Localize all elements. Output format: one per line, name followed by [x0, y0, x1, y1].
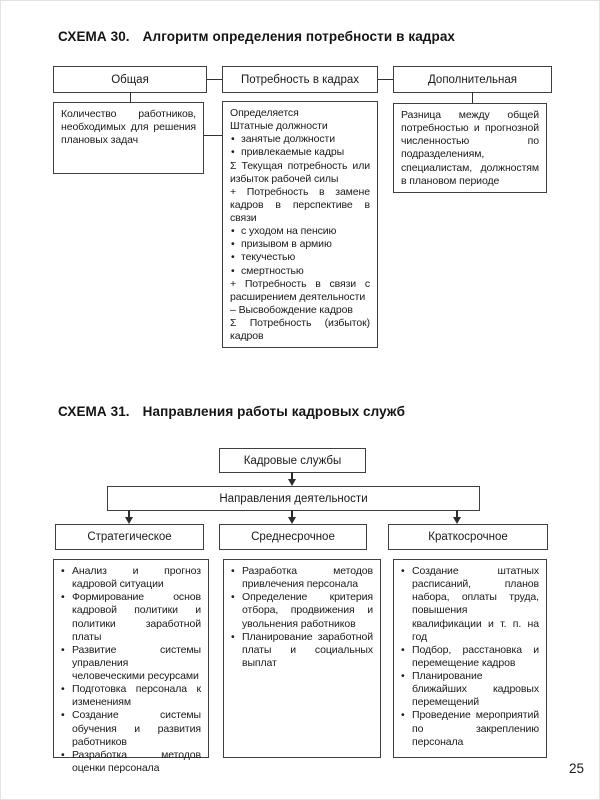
bullet-icon: •: [231, 251, 235, 264]
list-item: • Планирование заработной платы и социальных выплат: [231, 630, 373, 669]
list-item: • Формирование основ кадровой политики и политики заработной платы: [61, 591, 201, 643]
connector-need-additional: [378, 79, 393, 80]
bullet-icon: •: [61, 683, 65, 696]
bullet-icon: •: [231, 133, 235, 146]
schema30-box-total-label: Общая: [111, 73, 149, 86]
bullet-icon: •: [61, 748, 65, 761]
bullet-icon: •: [61, 709, 65, 722]
connector-additional-down: [472, 92, 473, 103]
schema31-col-strategic-header: Стратегическое: [55, 524, 204, 550]
connector-total-down: [130, 92, 131, 102]
bullet-icon: •: [231, 591, 235, 604]
schema30-box-total: [53, 66, 207, 93]
schema30-box-additional-label: Дополнительная: [428, 73, 517, 86]
detail-line: Σ Текущая потребность или избыток рабочей силы: [230, 159, 370, 185]
list-item: • Определение критерия отбора, продвижения и увольнения работников: [231, 591, 373, 630]
list-item: • Планирование ближайших кадровых перемещений: [401, 670, 539, 709]
schema31-col-shortterm-header: Краткосрочное: [388, 524, 548, 550]
list-item: • Разработка методов оценки персонала: [61, 748, 201, 774]
sigma-icon: Σ: [230, 159, 237, 172]
schema31-directions-box: [107, 486, 480, 511]
detail-line: • смертностью: [231, 264, 304, 277]
schema30-right-detail-text: Разница между общей потребностью и прогнозной численностью по подразделениям, специалистам, должностям в плановом периоде: [401, 109, 539, 187]
bullet-icon: •: [61, 591, 65, 604]
schema30-title-text: Алгоритм определения потребности в кадрах: [142, 29, 456, 44]
bullet-icon: •: [231, 146, 235, 159]
list-item: • Проведение мероприятий по закреплению персонала: [401, 709, 539, 748]
bullet-icon: •: [231, 238, 235, 251]
sigma-icon: Σ: [230, 317, 237, 329]
schema30-box-need-label: Потребность в кадрах: [240, 73, 360, 86]
schema31-directions-label: Направления деятельности: [219, 492, 368, 505]
bullet-icon: •: [61, 643, 65, 656]
detail-line: Определяется: [230, 107, 299, 119]
schema31-root-label: Кадровые службы: [243, 454, 342, 467]
schema31-col-shortterm-box: [393, 559, 547, 758]
page-number: 25: [569, 761, 585, 776]
list-item: • Разработка методов привлечения персонала: [231, 565, 373, 591]
detail-line: • призывом в армию: [231, 238, 332, 251]
detail-line: – Высвобождение кадров: [230, 303, 353, 316]
list-item: • Анализ и прогноз кадровой ситуации: [61, 565, 201, 591]
connector-left-center: [204, 135, 222, 136]
plus-icon: +: [230, 185, 237, 198]
schema31-col-strategic-box: [53, 559, 209, 774]
arrow-down-icon: [124, 510, 134, 524]
bullet-icon: •: [401, 565, 405, 577]
detail-line: Σ Потребность (избыток) кадров: [230, 317, 370, 343]
bullet-icon: •: [61, 565, 65, 577]
schema30-title: [58, 29, 455, 44]
list-item: • Развитие системы управления человеческими ресурсами: [61, 643, 201, 682]
detail-line: • занятые должности: [231, 133, 335, 146]
bullet-icon: •: [401, 643, 405, 656]
bullet-icon: •: [231, 630, 235, 643]
bullet-icon: •: [401, 709, 405, 722]
arrow-down-icon: [452, 510, 462, 524]
schema30-left-detail-text: Количество работников, необходимых для решения плановых задач: [61, 108, 196, 147]
detail-line: + Потребность в замене кадров в перспективе в связи: [230, 185, 370, 224]
bullet-icon: •: [231, 264, 235, 277]
schema31-title: [58, 404, 405, 419]
bullet-icon: •: [231, 565, 235, 577]
list-item: • Подготовка персонала к изменениям: [61, 683, 201, 709]
plus-icon: +: [230, 277, 237, 290]
schema30-left-detail-box: [53, 102, 204, 174]
list-item: • Создание штатных расписаний, планов набора, оплаты труда, повышения квалификации и т. п. на год: [401, 565, 539, 643]
detail-line: + Потребность в связи с расширением деятельности: [230, 277, 371, 303]
detail-line: • привлекаемые кадры: [231, 146, 345, 159]
detail-line: • текучестью: [231, 251, 296, 264]
arrow-down-icon: [287, 510, 297, 524]
detail-line: • с уходом на пенсию: [231, 225, 337, 238]
bullet-icon: •: [231, 225, 235, 238]
bullet-icon: •: [401, 670, 405, 682]
schema31-root-box: [219, 448, 366, 473]
detail-line: Штатные должности: [230, 120, 328, 133]
list-item: • Создание системы обучения и развития работников: [61, 709, 201, 748]
minus-icon: –: [230, 303, 236, 316]
schema30-box-additional: [393, 66, 552, 93]
schema31-col-midterm-box: [223, 559, 381, 758]
schema31-col-midterm-header: Среднесрочное: [219, 524, 367, 550]
list-item: • Подбор, расстановка и перемещение кадров: [401, 643, 539, 669]
schema30-center-detail-box: [222, 101, 378, 348]
schema30-box-need: [222, 66, 378, 93]
schema30-title-label: СХЕМА 30.: [58, 29, 130, 44]
schema31-title-label: СХЕМА 31.: [58, 404, 130, 419]
connector-total-need: [207, 79, 222, 80]
schema31-title-text: Направления работы кадровых служб: [142, 404, 406, 419]
arrow-down-icon: [287, 472, 297, 486]
schema30-right-detail-box: [393, 103, 547, 193]
